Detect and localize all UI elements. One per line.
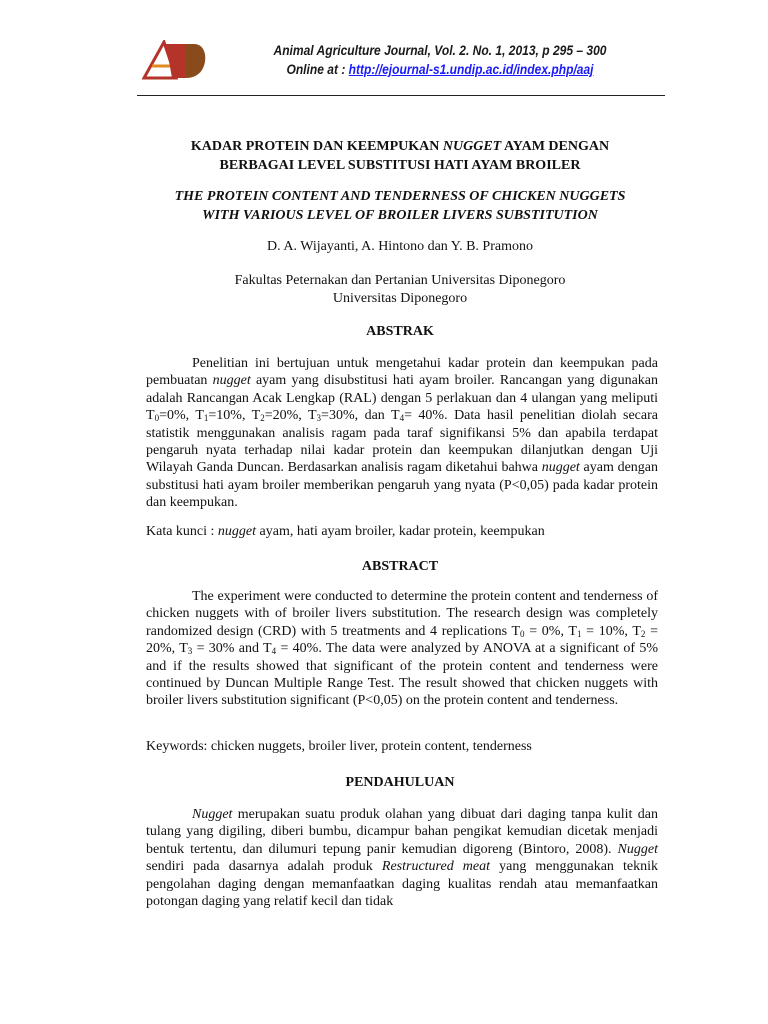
journal-logo-icon (142, 40, 208, 80)
online-line (216, 60, 663, 79)
title-english (130, 187, 670, 225)
journal-url-link[interactable]: http://ejournal-s1.undip.ac.id/index.php/aaj (348, 61, 594, 77)
pendahuluan-paragraph: Nugget merupakan suatu produk olahan yang dibuat dari daging tanpa kulit dan tulang yang digiling, diberi bumbu, dicampur bahan pengikat kemudian dicetak menjadi bentuk tertentu, dan dilumuri tepung panir kemudian digoreng (Bintoro, 2008). Nugget sendiri pada dasarnya adalah produk Restructured meat yang menggunakan teknik pengolahan daging dengan memanfaatkan daging kualitas rendah atau memanfaatkan potongan daging yang relatif kecil dan tidak (146, 807, 659, 910)
title-id-line2: BERBAGAI LEVEL SUBSTITUSI HATI AYAM BROILER (219, 158, 581, 173)
title-indonesian (130, 137, 670, 175)
pendahuluan-heading: PENDAHULUAN (345, 775, 455, 790)
title-id-line1: KADAR PROTEIN DAN KEEMPUKAN NUGGET AYAM DENGAN (190, 139, 610, 154)
kata-kunci: Kata kunci : nugget ayam, hati ayam broiler, kadar protein, keempukan (146, 524, 545, 539)
abstrak-paragraph: Penelitian ini bertujuan untuk mengetahui kadar protein dan keempukan pada pembuatan nugget ayam yang disubstitusi hati ayam broiler. Rancangan yang digunakan adalah Rancangan Acak Lengkap (RAL) dengan 5 perlakuan dan 4 ulangan yang meliputi $T_0=0\%$, $T_1=10\%$, $T_2=20\%$, $T_3=30\%$, dan $T_4= 40\%$. Data hasil penelitian diolah secara statistik menggunakan analisis ragam pada taraf signifikansi 5% dan apabila terdapat pengaruh nyata terhadap nilai kadar protein dan keempukan dilanjutkan dengan Uji Wilayah Ganda Duncan. Berdasarkan analisis ragam diketahui bahwa nugget ayam dengan substitusi hati ayam broiler memberikan pengaruh yang nyata (P<0,05) pada kadar protein dan keempukan. (146, 356, 659, 511)
authors: D. A. Wijayanti, A. Hintono dan Y. B. Pramono (267, 239, 533, 254)
journal-header (216, 41, 663, 79)
title-en-line1: THE PROTEIN CONTENT AND TENDERNESS OF CHICKEN NUGGETS (174, 189, 626, 204)
affiliation: Fakultas Peternakan dan Pertanian Universitas Diponegoro Universitas Diponegoro (234, 273, 566, 306)
abstract-paragraph: The experiment were conducted to determine the protein content and tenderness of chicken nuggets with of broiler livers substitution. The research design was completely randomized design (CRD) with 5 treatments and 4 replications $T_0 = 0\%$, $T_1 = 10\%$, $T_2 = 20\%$, $T_3 = 30\%$ and $T_4 = 40\%$. The data were analyzed by ANOVA at a significant of 5% and if the results showed that significant of the protein content and tenderness were continued by Duncan Multiple Range Test. The result showed that chicken nuggets with broiler livers substitution significant (P<0,05) on the protein content and tenderness. (146, 589, 658, 709)
journal-citation: Animal Agriculture Journal, Vol. 2. No. 1, 2013, p 295 – 300 (273, 42, 607, 58)
abstrak-heading: ABSTRAK (366, 324, 434, 339)
header-divider (137, 95, 665, 96)
online-label: Online at : (286, 61, 349, 77)
abstract-heading: ABSTRACT (361, 559, 439, 574)
title-en-line2: WITH VARIOUS LEVEL OF BROILER LIVERS SUBSTITUTION (202, 208, 598, 223)
keywords: Keywords: chicken nuggets, broiler liver, protein content, tenderness (146, 739, 532, 754)
